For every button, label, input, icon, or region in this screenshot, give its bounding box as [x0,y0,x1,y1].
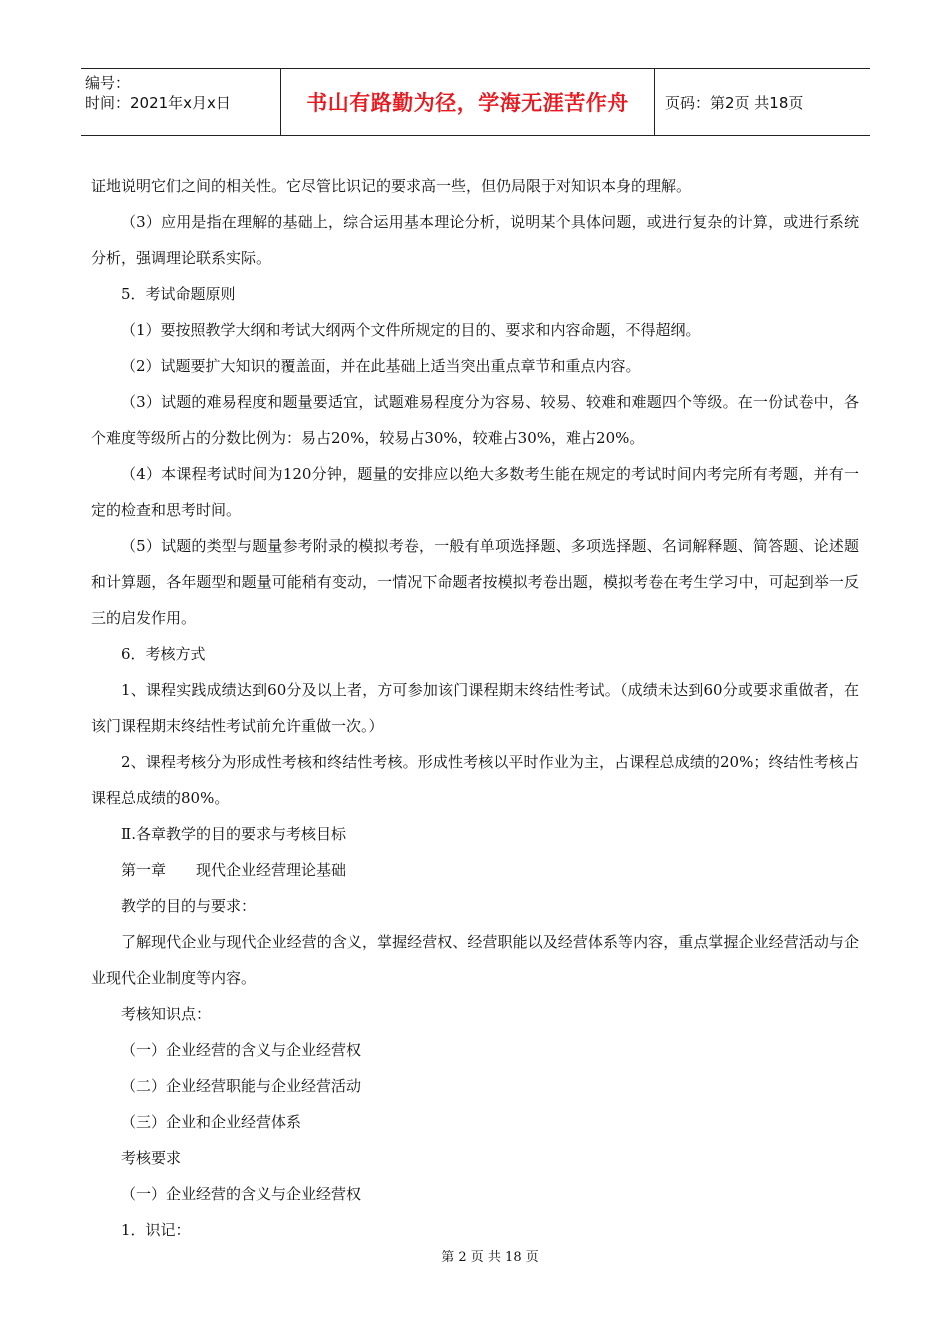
paragraph: （三）企业和企业经营体系 [121,1113,302,1131]
header-meta [81,69,281,135]
paragraph: （3）应用是指在理解的基础上，综合运用基本理论分析，说明某个具体问题，或进行复杂的计算，或进行系统分析，强调理论联系实际。 [91,213,859,267]
paragraph: Ⅱ.各章教学的目的要求与考核目标 [121,825,346,843]
paragraph: 第一章 现代企业经营理论基础 [121,861,347,879]
paragraph: （1）要按照教学大纲和考试大纲两个文件所规定的目的、要求和内容命题，不得超纲。 [121,321,701,339]
paragraph: 考核知识点： [121,1005,212,1023]
motto-text: 书山有路勤为径，学海无涯苦作舟 [306,91,629,115]
paragraph: 考核要求 [121,1149,182,1167]
header-page-info-cell [655,69,870,135]
serial-number-label: 编号： [85,74,131,92]
header-motto-cell [281,69,655,135]
paragraph: 教学的目的与要求： [121,897,257,915]
paragraph: 1．识记： [121,1221,191,1239]
date-label: 时间：2021年x月x日 [85,94,231,112]
paragraph: 5．考试命题原则 [121,285,236,303]
page-footer: 第 2 页 共 18 页 [441,1250,539,1265]
paragraph: （2）试题要扩大知识的覆盖面，并在此基础上适当突出重点章节和重点内容。 [121,357,641,375]
paragraph: 2、课程考核分为形成性考核和终结性考核。形成性考核以平时作业为主，占课程总成绩的20%；终结性考核占课程总成绩的80%。 [91,753,859,807]
paragraph: 1、课程实践成绩达到60分及以上者，方可参加该门课程期末终结性考试。（成绩未达到60分或要求重做者，在该门课程期末终结性考试前允许重做一次。） [91,681,859,735]
paragraph: （二）企业经营职能与企业经营活动 [121,1077,362,1095]
page-header [81,68,870,136]
paragraph: 了解现代企业与现代企业经营的含义，掌握经营权、经营职能以及经营体系等内容，重点掌握企业经营活动与企业现代企业制度等内容。 [91,933,859,987]
paragraph: （一）企业经营的含义与企业经营权 [121,1041,362,1059]
paragraph: （一）企业经营的含义与企业经营权 [121,1185,362,1203]
paragraph: （3）试题的难易程度和题量要适宜，试题难易程度分为容易、较易、较难和难题四个等级。在一份试卷中，各个难度等级所占的分数比例为：易占20%，较易占30%，较难占30%，难占20%。 [91,393,859,447]
paragraph: （4）本课程考试时间为120分钟，题量的安排应以绝大多数考生能在规定的考试时间内考完所有考题，并有一定的检查和思考时间。 [91,465,859,519]
paragraph: （5）试题的类型与题量参考附录的模拟考卷，一般有单项选择题、多项选择题、名词解释题、简答题、论述题和计算题，各年题型和题量可能稍有变动，一情况下命题者按模拟考卷出题，模拟考卷在考生学习中，可起到举一反三的启发作用。 [91,537,859,627]
document-body [91,168,859,1248]
paragraph: 6．考核方式 [121,645,206,663]
paragraph: 证地说明它们之间的相关性。它尽管比识记的要求高一些，但仍局限于对知识本身的理解。 [91,177,692,195]
page-info: 页码：第2页 共18页 [665,93,804,112]
